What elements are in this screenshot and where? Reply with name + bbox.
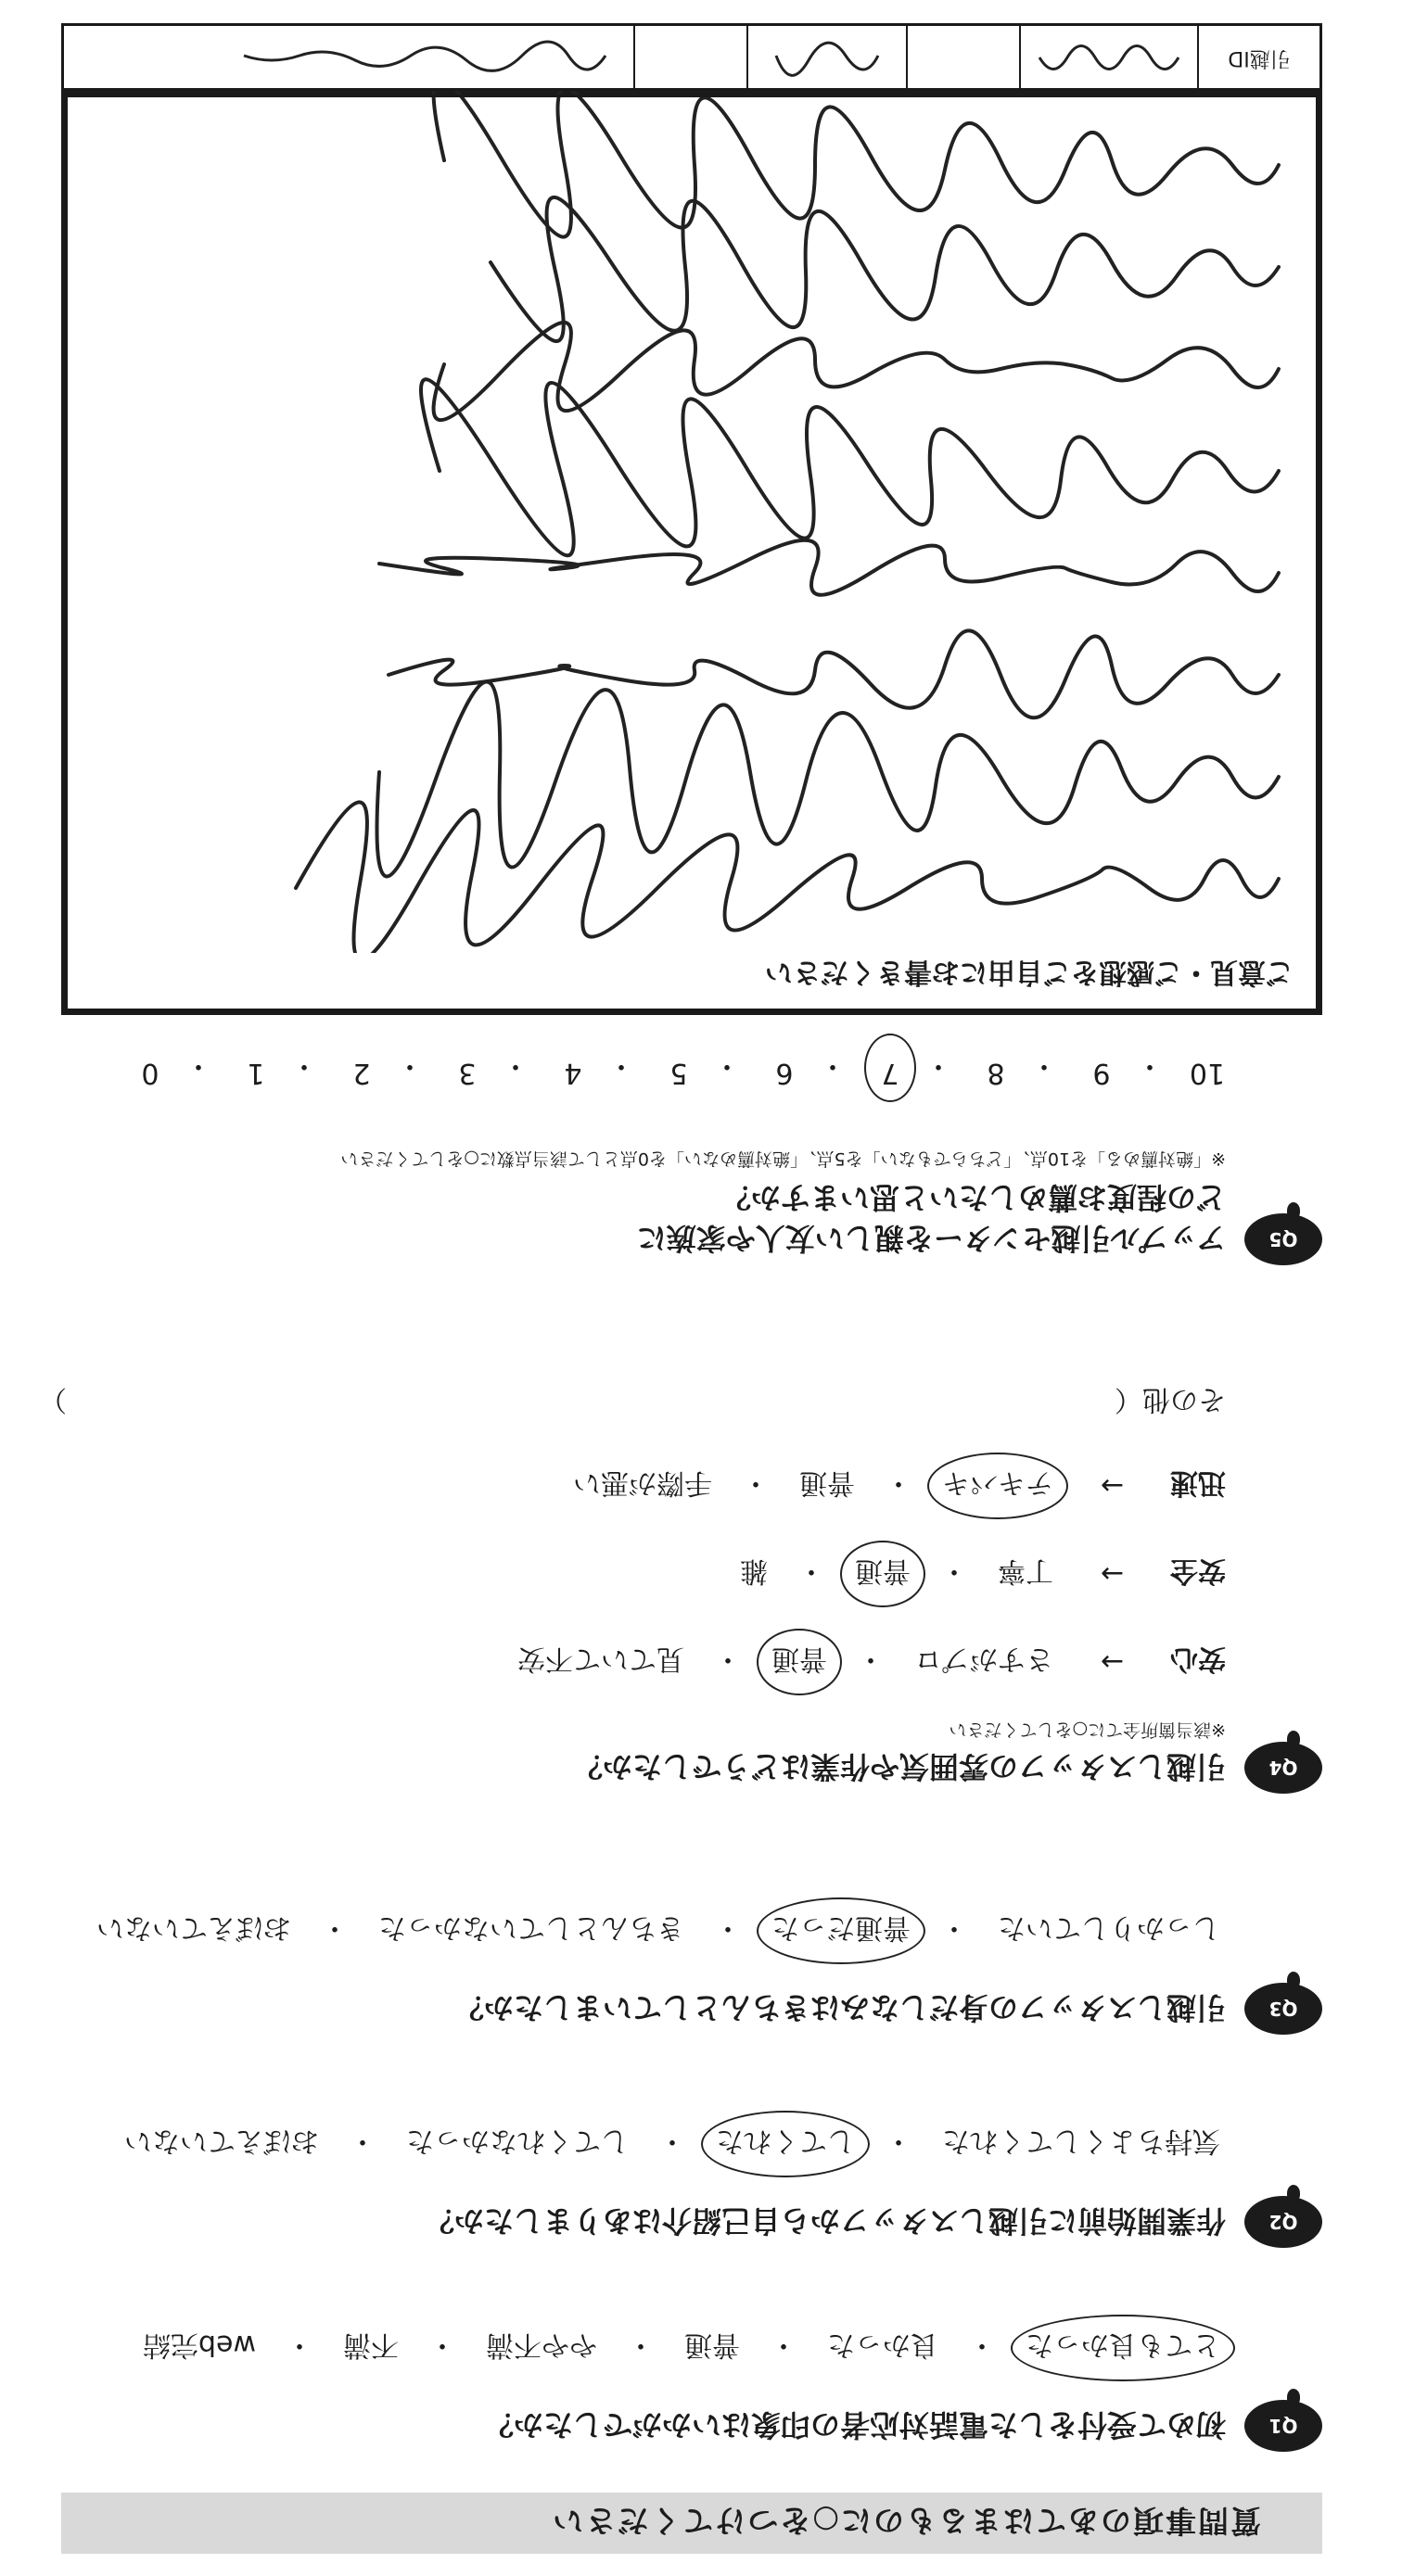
score-option[interactable]: 3 <box>458 1057 477 1089</box>
q4-category: 安心 <box>1170 1643 1226 1675</box>
q4-row-anzen: 安全 → 丁寧 ・ 普通 ・ 雑 <box>734 1554 1226 1594</box>
q4-option-selected[interactable]: 普通 <box>849 1554 916 1594</box>
q4-other-label: その他（ <box>1115 1383 1226 1415</box>
q2-option[interactable]: してくれなかった <box>406 2125 629 2157</box>
q1-text: 初めて受付をした電話対応者の印象はいかがでしたか？ <box>483 2407 1226 2443</box>
id-label: 引越ID <box>1197 26 1319 95</box>
q1-option[interactable]: 普通 <box>684 2329 740 2361</box>
q5-scale: 10 ・ 9 ・ 8 ・ 7 ・ 6 ・ 5 ・ 4 ・ 3 ・ 2 ・ 1 ・ 0 <box>132 1048 1226 1089</box>
q4-option[interactable]: 丁寧 <box>998 1554 1053 1587</box>
q3-text: 引越しスタッフの身だしなみはきちんとしていましたか？ <box>453 1990 1226 2025</box>
q4-category: 安全 <box>1170 1554 1226 1587</box>
handwritten-id <box>1021 26 1197 95</box>
score-option[interactable]: 4 <box>564 1057 582 1089</box>
q4-text: 引越しスタッフの雰囲気や作業はどうでしたか？ <box>572 1749 1226 1784</box>
question-2 <box>61 2118 1322 2248</box>
staff-label-cell <box>633 26 746 95</box>
handwritten-staff <box>77 26 633 95</box>
q4-other-row <box>39 1382 1226 1423</box>
branch-label-cell <box>906 26 1019 95</box>
q1-option-selected[interactable]: とても良かった <box>1020 2328 1226 2368</box>
score-option[interactable]: 8 <box>987 1057 1005 1089</box>
q3-options: しっかりしていた ・ 普通だった ・ きちんとしていなかった ・ おぼえていない <box>91 1910 1226 1951</box>
q4-row-anshin: 安心 → さすがプロ ・ 普通 ・ 見ていて不安 <box>512 1642 1226 1682</box>
instruction-banner: 質問事項のあてはまるものに○をつけてください <box>61 2493 1322 2554</box>
handwritten-comment <box>73 91 1316 953</box>
comment-title: ご意見・ご感想をご自由にお書きください <box>765 956 1294 988</box>
q4-category: 迅速 <box>1170 1466 1226 1499</box>
q3-option-selected[interactable]: 普通だった <box>766 1910 916 1951</box>
question-1 <box>61 2322 1322 2452</box>
q4-note: ※該当箇所全てに○をしてください <box>949 1719 1226 1740</box>
q4-option[interactable]: さすがプロ <box>914 1643 1053 1675</box>
score-option[interactable]: 6 <box>775 1057 794 1089</box>
score-option[interactable]: 0 <box>141 1057 159 1089</box>
score-option[interactable]: 2 <box>352 1057 371 1089</box>
id-value-cell <box>1019 26 1197 95</box>
question-3 <box>61 1905 1322 2035</box>
q2-option[interactable]: 気持ちよくしてくれた <box>942 2125 1220 2157</box>
q4-other-close: ） <box>39 1383 67 1415</box>
score-option[interactable]: 1 <box>247 1057 265 1089</box>
survey-page <box>39 23 1322 2554</box>
score-option[interactable]: 5 <box>669 1057 688 1089</box>
q4-option[interactable]: 見ていて不安 <box>517 1643 684 1675</box>
q2-option[interactable]: おぼえていない <box>124 2125 319 2157</box>
q1-option[interactable]: 良かった <box>827 2329 938 2361</box>
q4-option[interactable]: 手際が悪い <box>573 1466 712 1499</box>
q3-option[interactable]: しっかりしていた <box>998 1911 1220 1944</box>
q1-option[interactable]: やや不満 <box>486 2329 597 2361</box>
q3-option[interactable]: おぼえていない <box>96 1911 291 1944</box>
score-option[interactable]: 9 <box>1092 1057 1111 1089</box>
arrow-icon: → <box>1100 1557 1124 1591</box>
q1-badge: Q1 <box>1244 2400 1322 2452</box>
q1-option[interactable]: web完結 <box>142 2329 256 2361</box>
comment-box[interactable] <box>61 88 1322 1015</box>
q4-option[interactable]: 普通 <box>799 1466 855 1499</box>
arrow-icon: → <box>1100 1645 1124 1679</box>
q4-option-selected[interactable]: テキパキ <box>937 1466 1059 1506</box>
q2-badge: Q2 <box>1244 2196 1322 2248</box>
q2-options: 気持ちよくしてくれた ・ してくれた ・ してくれなかった ・ おぼえていない <box>119 2124 1226 2164</box>
q4-badge: Q4 <box>1244 1742 1322 1794</box>
q2-option-selected[interactable]: してくれた <box>710 2124 860 2164</box>
q3-badge: Q3 <box>1244 1983 1322 2035</box>
q5-text-line1: アップル引越センターを親しい友人や家族に <box>636 1221 1226 1256</box>
branch-value-cell <box>746 26 906 95</box>
q4-option[interactable]: 雑 <box>740 1554 768 1587</box>
score-option[interactable]: 10 <box>1189 1057 1226 1089</box>
q4-option-selected[interactable]: 普通 <box>766 1642 833 1682</box>
question-4 <box>39 1312 1322 1794</box>
q5-text-line2: どの程度お薦めしたいと思いますか？ <box>720 1180 1226 1215</box>
q5-badge: Q5 <box>1244 1213 1322 1265</box>
handwritten-branch <box>748 26 906 95</box>
q1-options: とても良かった ・ 良かった ・ 普通 ・ やや不満 ・ 不満 ・ web完結 <box>137 2328 1226 2368</box>
q3-option[interactable]: きちんとしていなかった <box>378 1911 684 1944</box>
q5-note: ※「絶対薦める」を10点、「どちらでもない」を5点、「絶対薦めない」を0点として該当点数に○をしてください <box>340 1148 1226 1169</box>
score-option-selected[interactable]: 7 <box>872 1048 909 1089</box>
q1-option[interactable]: 不満 <box>343 2329 399 2361</box>
q4-row-jinsoku: 迅速 → テキパキ ・ 普通 ・ 手際が悪い <box>567 1466 1226 1506</box>
staff-value-cell <box>64 26 633 95</box>
arrow-icon: → <box>1100 1469 1124 1503</box>
id-table <box>61 23 1322 97</box>
q2-text: 作業開始前に引越しスタッフから自己紹介はありましたか？ <box>424 2203 1226 2239</box>
